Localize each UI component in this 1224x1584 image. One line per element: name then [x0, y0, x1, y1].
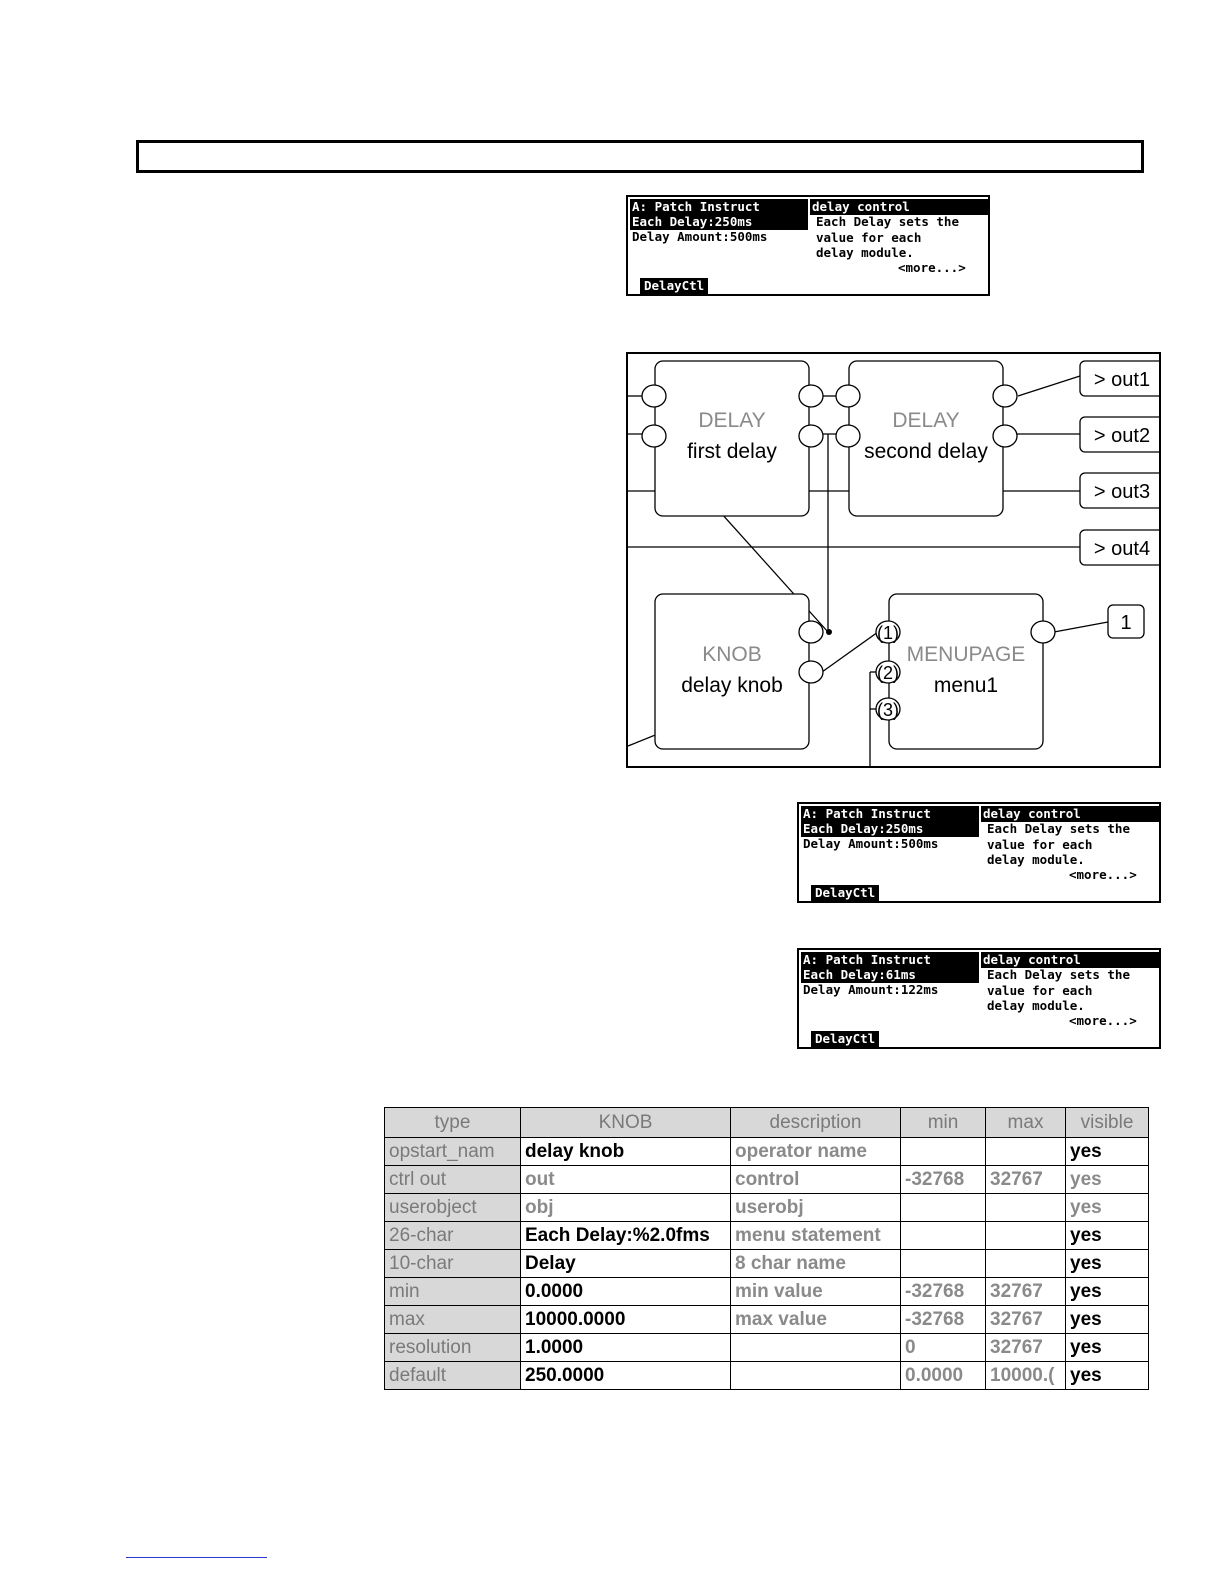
- module-box: [655, 361, 809, 516]
- column-header: KNOB: [521, 1108, 731, 1138]
- table-header-row: [385, 1108, 1149, 1138]
- row-description-cell[interactable]: control: [731, 1166, 901, 1194]
- row-min-cell[interactable]: [901, 1222, 986, 1250]
- menu-output-label: 1: [1120, 612, 1132, 634]
- row-type-cell: default: [385, 1362, 521, 1390]
- output-label: > out1: [1093, 369, 1151, 391]
- row-type-cell: 10-char: [385, 1250, 521, 1278]
- column-header: visible: [1066, 1108, 1149, 1138]
- row-description-cell[interactable]: operator name: [731, 1138, 901, 1166]
- lcd-header-right: delay control: [981, 952, 1159, 968]
- table-row[interactable]: [385, 1138, 1149, 1166]
- row-max-cell[interactable]: [986, 1194, 1066, 1222]
- output-label: > out2: [1093, 425, 1151, 447]
- table-row[interactable]: [385, 1166, 1149, 1194]
- output-label: > out3: [1093, 481, 1151, 503]
- port: [1031, 621, 1055, 643]
- lcd-description: [987, 967, 1130, 1014]
- row-value-cell[interactable]: 250.0000: [521, 1362, 731, 1390]
- module-box: [889, 594, 1043, 749]
- footnote-rule: [126, 1557, 267, 1558]
- row-min-cell[interactable]: [901, 1250, 986, 1278]
- lcd-desc-line: delay module.: [987, 852, 1085, 867]
- port: [836, 425, 860, 447]
- row-visible-cell[interactable]: yes: [1066, 1250, 1149, 1278]
- module-type: KNOB: [702, 643, 762, 666]
- row-value-cell[interactable]: out: [521, 1166, 731, 1194]
- row-visible-cell[interactable]: yes: [1066, 1362, 1149, 1390]
- row-visible-cell[interactable]: yes: [1066, 1222, 1149, 1250]
- row-max-cell[interactable]: 32767: [986, 1334, 1066, 1362]
- column-header: type: [385, 1108, 521, 1138]
- table-row[interactable]: [385, 1334, 1149, 1362]
- row-max-cell[interactable]: [986, 1138, 1066, 1166]
- row-max-cell[interactable]: [986, 1222, 1066, 1250]
- column-header: min: [901, 1108, 986, 1138]
- row-type-cell: min: [385, 1278, 521, 1306]
- module-name: second delay: [864, 440, 988, 463]
- module-type: MENUPAGE: [906, 643, 1026, 666]
- row-description-cell[interactable]: 8 char name: [731, 1250, 901, 1278]
- lcd-selected-line: Each Delay:250ms: [801, 821, 979, 837]
- module-type: DELAY: [698, 409, 766, 432]
- row-min-cell[interactable]: [901, 1194, 986, 1222]
- lcd-desc-line: Each Delay sets the: [987, 967, 1130, 982]
- row-description-cell[interactable]: min value: [731, 1278, 901, 1306]
- wire: [1054, 622, 1108, 632]
- row-value-cell[interactable]: 0.0000: [521, 1278, 731, 1306]
- row-max-cell[interactable]: 32767: [986, 1306, 1066, 1334]
- lcd-selected-line: Each Delay:61ms: [801, 967, 979, 983]
- row-value-cell[interactable]: 10000.0000: [521, 1306, 731, 1334]
- lcd-softkey: DelayCtl: [811, 885, 879, 901]
- lcd-header-left: A: Patch Instruct: [801, 952, 979, 968]
- row-description-cell[interactable]: max value: [731, 1306, 901, 1334]
- row-value-cell[interactable]: obj: [521, 1194, 731, 1222]
- lcd-desc-line: value for each: [987, 836, 1093, 852]
- row-value-cell[interactable]: delay knob: [521, 1138, 731, 1166]
- lcd-header-left: A: Patch Instruct: [630, 199, 808, 215]
- row-visible-cell[interactable]: yes: [1066, 1138, 1149, 1166]
- menu-input-label: (1): [877, 623, 899, 643]
- menu-input-label: (2): [877, 663, 899, 683]
- port: [642, 385, 666, 407]
- row-type-cell: ctrl out: [385, 1166, 521, 1194]
- wire: [822, 632, 878, 672]
- lcd-header-right: delay control: [981, 806, 1159, 822]
- lcd-header-right: delay control: [810, 199, 988, 215]
- row-max-cell[interactable]: 32767: [986, 1166, 1066, 1194]
- lcd-desc-line: delay module.: [816, 245, 914, 260]
- row-value-cell[interactable]: Delay: [521, 1250, 731, 1278]
- output-label: > out4: [1093, 538, 1151, 560]
- lcd-display-1: [626, 195, 990, 296]
- row-description-cell[interactable]: menu statement: [731, 1222, 901, 1250]
- row-description-cell[interactable]: userobj: [731, 1194, 901, 1222]
- parameter-table: [384, 1107, 1149, 1390]
- port: [642, 425, 666, 447]
- row-max-cell[interactable]: [986, 1250, 1066, 1278]
- module-name: first delay: [687, 440, 777, 463]
- lcd-display-3: [797, 948, 1161, 1049]
- module-name: delay knob: [681, 674, 783, 697]
- module-box: [849, 361, 1003, 516]
- lcd-description: [816, 214, 959, 261]
- row-type-cell: 26-char: [385, 1222, 521, 1250]
- menu-input-label: (3): [877, 700, 899, 720]
- lcd-more: <more...>: [1069, 867, 1137, 882]
- row-description-cell[interactable]: [731, 1362, 901, 1390]
- patch-diagram: [626, 352, 1161, 768]
- lcd-more: <more...>: [898, 260, 966, 275]
- module-type: DELAY: [892, 409, 960, 432]
- column-header: max: [986, 1108, 1066, 1138]
- lcd-line-2: Delay Amount:500ms: [632, 229, 768, 244]
- lcd-line-2: Delay Amount:500ms: [803, 836, 939, 851]
- module-name: menu1: [933, 674, 999, 697]
- row-value-cell[interactable]: Each Delay:%2.0fms: [521, 1222, 731, 1250]
- lcd-header-left: A: Patch Instruct: [801, 806, 979, 822]
- row-value-cell[interactable]: 1.0000: [521, 1334, 731, 1362]
- row-visible-cell[interactable]: yes: [1066, 1166, 1149, 1194]
- lcd-desc-line: value for each: [816, 229, 922, 245]
- table-row[interactable]: [385, 1222, 1149, 1250]
- row-type-cell: max: [385, 1306, 521, 1334]
- row-max-cell[interactable]: 32767: [986, 1278, 1066, 1306]
- lcd-display-2: [797, 802, 1161, 903]
- row-min-cell[interactable]: 0.0000: [901, 1362, 986, 1390]
- row-min-cell[interactable]: -32768: [901, 1306, 986, 1334]
- row-min-cell[interactable]: [901, 1138, 986, 1166]
- wire: [1018, 376, 1080, 396]
- port: [799, 385, 823, 407]
- row-min-cell[interactable]: -32768: [901, 1166, 986, 1194]
- lcd-softkey: DelayCtl: [640, 278, 708, 294]
- port: [836, 385, 860, 407]
- row-visible-cell[interactable]: yes: [1066, 1306, 1149, 1334]
- row-min-cell[interactable]: -32768: [901, 1278, 986, 1306]
- row-type-cell: userobject: [385, 1194, 521, 1222]
- section-title-bar: [136, 140, 1144, 173]
- row-type-cell: opstart_nam: [385, 1138, 521, 1166]
- port: [799, 661, 823, 683]
- table-row[interactable]: [385, 1362, 1149, 1390]
- lcd-softkey: DelayCtl: [811, 1031, 879, 1047]
- row-description-cell[interactable]: [731, 1334, 901, 1362]
- table-row[interactable]: [385, 1250, 1149, 1278]
- lcd-desc-line: Each Delay sets the: [987, 821, 1130, 836]
- row-max-cell[interactable]: 10000.(: [986, 1362, 1066, 1390]
- lcd-desc-line: delay module.: [987, 998, 1085, 1013]
- lcd-selected-line: Each Delay:250ms: [630, 214, 808, 230]
- module-box: [655, 594, 809, 749]
- table-row[interactable]: [385, 1278, 1149, 1306]
- row-visible-cell[interactable]: yes: [1066, 1334, 1149, 1362]
- column-header: description: [731, 1108, 901, 1138]
- row-visible-cell[interactable]: yes: [1066, 1194, 1149, 1222]
- lcd-desc-line: Each Delay sets the: [816, 214, 959, 229]
- row-visible-cell[interactable]: yes: [1066, 1278, 1149, 1306]
- table-row[interactable]: [385, 1306, 1149, 1334]
- port: [993, 425, 1017, 447]
- port: [993, 385, 1017, 407]
- lcd-line-2: Delay Amount:122ms: [803, 982, 939, 997]
- row-min-cell[interactable]: 0: [901, 1334, 986, 1362]
- row-type-cell: resolution: [385, 1334, 521, 1362]
- table-row[interactable]: [385, 1194, 1149, 1222]
- lcd-description: [987, 821, 1130, 868]
- port: [799, 425, 823, 447]
- junction-dot: [826, 629, 832, 635]
- lcd-more: <more...>: [1069, 1013, 1137, 1028]
- lcd-desc-line: value for each: [987, 982, 1093, 998]
- port: [799, 621, 823, 643]
